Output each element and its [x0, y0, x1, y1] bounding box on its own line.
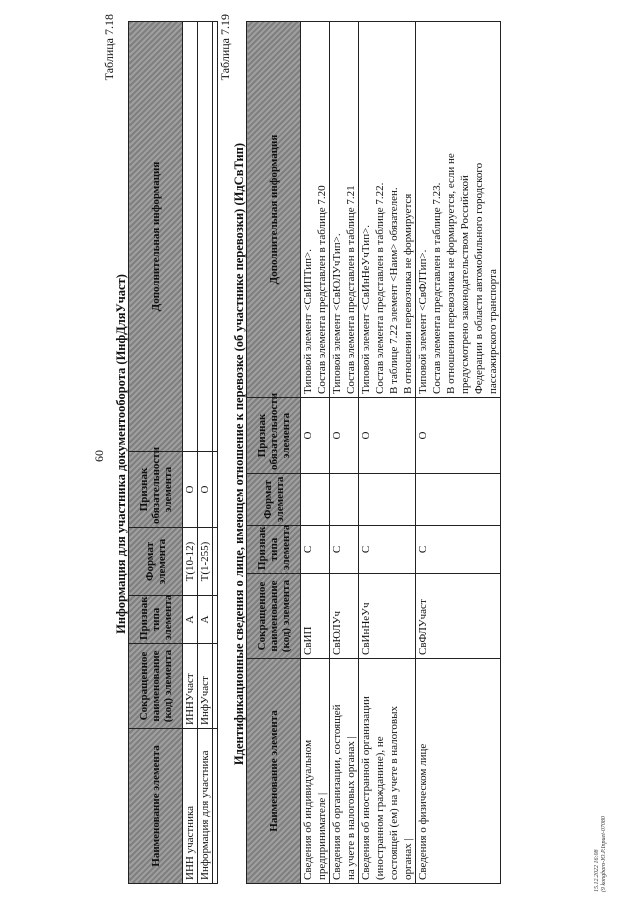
table1-label: Таблица 7.18: [102, 14, 116, 81]
cell-req: [359, 398, 416, 474]
cell-name-line: состоящей (ем) на учете в налоговых: [388, 706, 400, 880]
cell-info-line: Типовой элемент <СвИПТип>.: [302, 249, 314, 394]
table1-spacer-row: [213, 22, 218, 884]
cell-info: [330, 22, 359, 398]
table1-header-format: Формат элемента: [129, 528, 183, 596]
table1-header-code: Сокращенное наименование (код) элемента: [129, 644, 183, 729]
cell-name-line: Сведения о физическом лице: [417, 743, 429, 880]
rotated-page: [14, 2, 614, 892]
table1-header-info: Дополнительная информация: [129, 22, 183, 452]
cell-type-text: С: [417, 545, 429, 554]
cell-type: [359, 526, 416, 574]
table-row: [183, 22, 198, 884]
page-number: 60: [92, 450, 106, 462]
cell-info: [416, 22, 501, 398]
cell-type-text: С: [360, 545, 372, 554]
cell-req: [416, 398, 501, 474]
cell-info: [359, 22, 416, 398]
cell-code-text: СвИП: [302, 626, 314, 655]
cell-info-line: Федерации в области автомобильного городского: [473, 162, 485, 394]
cell-code: [330, 574, 359, 659]
cell-code: [301, 574, 330, 659]
table-row: [198, 22, 213, 884]
cell-name: [301, 659, 330, 884]
cell-info-line: Состав элемента представлен в таблице 7.22.: [374, 182, 386, 394]
table1-header-type: Признак типа элемента: [129, 596, 183, 644]
footer-stamp: [594, 816, 608, 892]
table1-header-name: Наименование элемента: [129, 729, 183, 884]
cell-name-line: Сведения об иностранной организации: [360, 696, 372, 880]
cell-req: [330, 398, 359, 474]
table2-header-format: Формат элемента: [247, 474, 301, 526]
cell-code-text: СвФЛУчаст: [417, 599, 429, 655]
table1-header-row: [129, 22, 183, 884]
cell-info-line: Типовой элемент <СвФЛТип>.: [417, 249, 429, 394]
cell-req: О: [183, 452, 198, 528]
table2-body: [301, 22, 501, 884]
cell-format: Т(10-12): [183, 528, 198, 596]
cell-info-line: В отношении перевозчика не формируется, если не: [445, 153, 457, 394]
cell-info-line: Типовой элемент <СвИнНеУчТип>.: [360, 224, 372, 394]
cell-code-text: СвЮЛУч: [331, 610, 343, 655]
cell-info-line: предусмотрено законодательством Российской: [459, 175, 471, 394]
cell-info-line: Состав элемента представлен в таблице 7.23.: [431, 182, 443, 394]
cell-code: ИнфУчаст: [198, 644, 213, 729]
cell-format: Т(1-255): [198, 528, 213, 596]
table1-header-req: Признак обязательности элемента: [129, 452, 183, 528]
cell-name-line: на учете в налоговых органах |: [345, 736, 357, 880]
table-row: [416, 22, 501, 884]
table-row: [330, 22, 359, 884]
table2: [246, 21, 501, 884]
cell-name-line: предпринимателе |: [316, 792, 328, 880]
cell-format: [359, 474, 416, 526]
cell-name-line: Сведения об организации, состоящей: [331, 704, 343, 880]
cell-info: [183, 22, 198, 452]
cell-info-line: пассажирского транспорта: [487, 269, 499, 394]
table2-header-name: Наименование элемента: [247, 659, 301, 884]
table2-label: Таблица 7.19: [218, 14, 232, 81]
cell-name-line: органах |: [402, 838, 414, 880]
cell-name: [359, 659, 416, 884]
table-row: [359, 22, 416, 884]
cell-code-text: СвИнНеУч: [360, 602, 372, 655]
cell-type: А: [183, 596, 198, 644]
cell-name: [416, 659, 501, 884]
cell-info-line: В таблице 7.22 элемент <Наим> обязателен.: [388, 187, 400, 394]
cell-info-line: Состав элемента представлен в таблице 7.20: [316, 185, 328, 394]
cell-req: О: [198, 452, 213, 528]
cell-req: [301, 398, 330, 474]
table2-header-req: Признак обязательности элемента: [247, 398, 301, 474]
cell-info: [301, 22, 330, 398]
cell-name: ИНН участника: [183, 729, 198, 884]
footer-line-2: (9 kongbaro-Ю.Р.Inpuet-07080: [601, 816, 607, 892]
cell-info-line: Типовой элемент <СвЮЛУчТип>.: [331, 233, 343, 394]
cell-code: ИННУчаст: [183, 644, 198, 729]
cell-format: [301, 474, 330, 526]
cell-type: [416, 526, 501, 574]
cell-code: [359, 574, 416, 659]
cell-info: [198, 22, 213, 452]
cell-type-text: С: [331, 545, 343, 554]
cell-code: [416, 574, 501, 659]
table-row: [301, 22, 330, 884]
cell-name-line: Сведения об индивидуальном: [302, 739, 314, 880]
cell-req-text: О: [331, 431, 343, 440]
cell-type: [330, 526, 359, 574]
cell-req-text: О: [302, 431, 314, 440]
footer-line-1: 15.12.2022 16:08: [594, 849, 600, 892]
table2-title: Идентификационные сведения о лице, имеющем отношение к перевозке (об участнике перевозки) (ИдСвТип): [232, 142, 246, 766]
table2-header-info: Дополнительная информация: [247, 22, 301, 398]
table2-header-row: [247, 22, 301, 884]
table2-header-code: Сокращенное наименование (код) элемента: [247, 574, 301, 659]
cell-req-text: О: [360, 431, 372, 440]
table1: [128, 21, 218, 884]
cell-info-line: Состав элемента представлен в таблице 7.21: [345, 185, 357, 394]
cell-name: [330, 659, 359, 884]
table1-title: Информация для участника документооборота (ИнфДляУчаст): [114, 274, 128, 634]
cell-info-line: В отношении перевозчика не формируется: [402, 193, 414, 394]
cell-type-text: С: [302, 545, 314, 554]
cell-format: [416, 474, 501, 526]
cell-type: [301, 526, 330, 574]
cell-name: Информация для участника: [198, 729, 213, 884]
cell-format: [330, 474, 359, 526]
cell-name-line: (иностранном гражданине), не: [374, 736, 386, 880]
cell-req-text: О: [417, 431, 429, 440]
table2-header-type: Признак типа элемента: [247, 526, 301, 574]
cell-type: А: [198, 596, 213, 644]
